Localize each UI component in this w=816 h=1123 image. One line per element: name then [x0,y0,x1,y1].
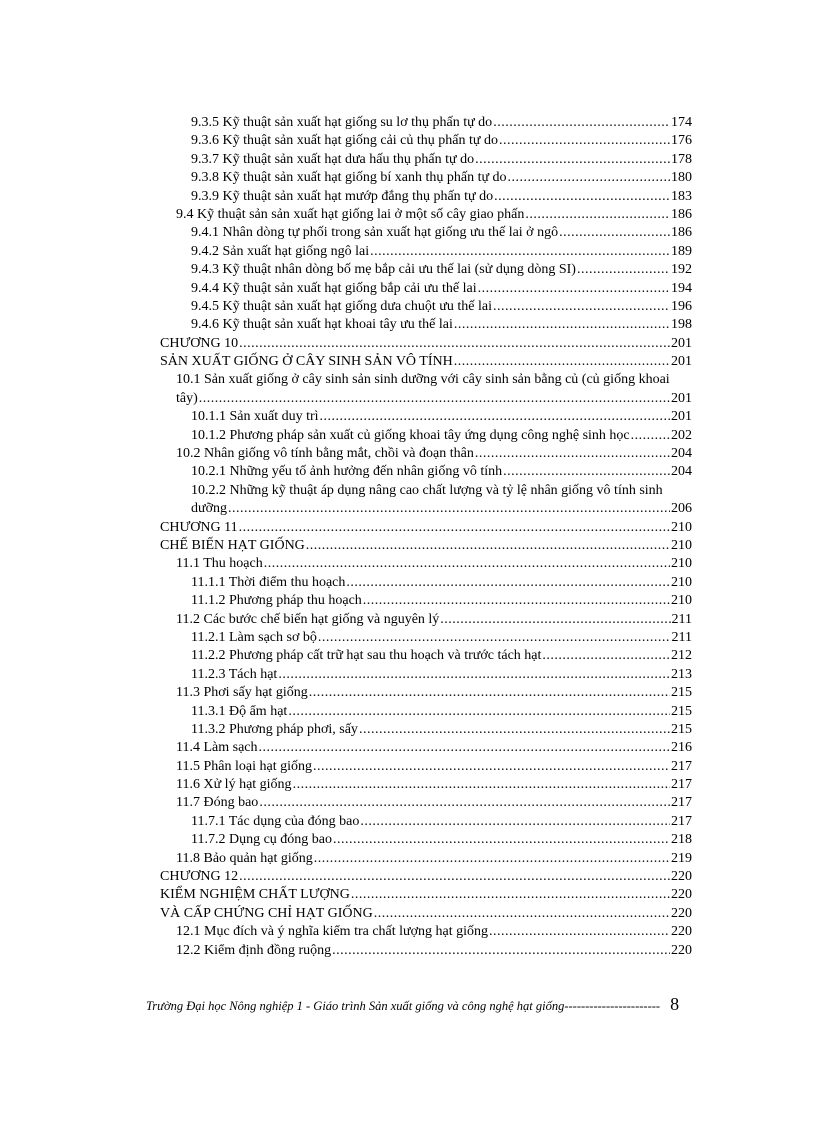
toc-entry-title: 9.4.2 Sản xuất hạt giống ngô lai [191,243,370,259]
toc-entry-title: CHƯƠNG 12 [160,869,239,885]
toc-entry-page: 210 [671,574,692,590]
leader-dots [351,886,670,904]
toc-entry-page: 220 [671,869,692,885]
toc-entry-title: 11.2 Các bước chế biến hạt giống và nguyên lý [176,611,440,627]
leader-dots [346,574,670,592]
toc-entry-title: 11.7.1 Tác dụng của đóng bao [191,813,360,829]
toc-entry-page: 196 [671,298,692,314]
toc-entry-page: 215 [671,703,692,719]
toc-entry-page: 218 [671,832,692,848]
toc-entry-title: KIỂM NGHIỆM CHẤT LƯỢNG [160,887,350,903]
leader-dots [360,813,670,831]
leader-dots [314,850,670,868]
toc-entry[interactable] [160,482,692,519]
toc-entry-title: 9.4.3 Kỹ thuật nhân dòng bố mẹ bắp cải ưu thế lai (sử dụng dòng SI) [191,262,576,278]
toc-entry-title: 11.3 Phơi sấy hạt giống [176,685,308,701]
toc-entry-page: 216 [671,740,692,756]
leader-dots [313,758,670,776]
toc-entry-title: 11.4 Làm sạch [176,740,258,756]
toc-entry-title: CHƯƠNG 11 [160,519,238,535]
toc-entry-page: 210 [671,519,692,535]
toc-entry-page: 186 [671,225,692,241]
toc-entry-page: 186 [671,206,692,222]
leader-dots [309,684,670,702]
leader-dots [239,335,670,353]
leader-dots [508,169,670,187]
toc-entry-page: 220 [671,887,692,903]
toc-entry-title: 9.3.6 Kỹ thuật sản xuất hạt giống cải củ thụ phấn tự do [191,133,498,149]
leader-dots [493,298,670,316]
toc-entry-page: 219 [671,850,692,866]
toc-entry-title: 11.7.2 Dụng cụ đóng bao [191,832,333,848]
toc-entry-title: 11.5 Phân loại hạt giống [176,758,312,774]
toc-entry-page: 220 [671,942,692,958]
leader-dots [332,942,670,960]
toc-entry[interactable] [160,886,692,904]
toc-entry[interactable] [160,555,692,573]
toc-entry[interactable] [160,721,692,739]
toc-entry-title: CHƯƠNG 10 [160,335,239,351]
toc-entry-title: 9.3.9 Kỹ thuật sản xuất hạt mướp đắng thụ phấn tự do [191,188,494,204]
leader-dots [577,261,670,279]
toc-entry-page: 178 [671,151,692,167]
leader-dots [631,427,670,445]
leader-dots [199,390,670,408]
leader-dots [489,923,670,941]
toc-entry-title: 10.2 Nhân giống vô tính bằng mắt, chồi và đoạn thân [176,446,474,462]
toc-entry[interactable] [160,169,692,187]
toc-entry[interactable] [160,243,692,261]
toc-entry-title: 10.2.1 Những yếu tố ảnh hưởng đến nhân giống vô tính [191,464,503,480]
toc-entry-page: 192 [671,262,692,278]
leader-dots [278,666,670,684]
toc-entry-title: 9.4.4 Kỹ thuật sản xuất hạt giống bắp cải ưu thế lai [191,280,477,296]
toc-entry[interactable] [160,776,692,794]
toc-entry-title: 9.3.7 Kỹ thuật sản xuất hạt dưa hấu thụ phấn tự do [191,151,475,167]
toc-entry-title: 9.3.8 Kỹ thuật sản xuất hạt giống bí xanh thụ phấn tự do [191,170,507,186]
toc-entry-title: 12.1 Mục đích và ý nghĩa kiểm tra chất lượng hạt giống [176,924,489,940]
toc-entry-page: 201 [671,335,692,351]
leader-dots [320,408,670,426]
toc-entry-title-cont: tây) [176,390,198,406]
leader-dots [494,188,670,206]
toc-entry[interactable] [160,592,692,610]
leader-dots [542,647,670,665]
leader-dots [503,463,670,481]
toc-entry[interactable] [160,298,692,316]
toc-entry-title: 11.8 Bảo quản hạt giống [176,850,313,866]
toc-entry[interactable] [160,353,692,371]
toc-entry-page: 220 [671,924,692,940]
toc-entry-title: 11.1.2 Phương pháp thu hoạch [191,593,362,609]
toc-entry-page: 210 [671,593,692,609]
leader-dots [454,353,670,371]
leader-dots [499,132,670,150]
toc-entry-title: 11.2.3 Tách hạt [191,666,278,682]
toc-entry-page: 194 [671,280,692,296]
toc-entry-page: 211 [671,611,692,627]
toc-entry-page: 189 [671,243,692,259]
page-number: 8 [670,994,680,1014]
toc-entry[interactable] [160,537,692,555]
toc-entry[interactable] [160,574,692,592]
toc-entry[interactable] [160,813,692,831]
toc-entry-title: SẢN XUẤT GIỐNG Ở CÂY SINH SẢN VÔ TÍNH [160,354,453,370]
toc-entry[interactable] [160,684,692,702]
toc-entry[interactable] [160,114,692,132]
toc-entry-title: VÀ CẤP CHỨNG CHỈ HẠT GIỐNG [160,905,373,921]
toc-entry[interactable] [160,611,692,629]
toc-entry-title: 9.3.5 Kỹ thuật sản xuất hạt giống su lơ thụ phấn tự do [191,115,493,130]
toc-entry-title: 11.2.2 Phương pháp cất trữ hạt sau thu hoạch và trước tách hạt [191,648,542,664]
toc-entry[interactable] [160,831,692,849]
leader-dots [264,555,670,573]
leader-dots [475,445,670,463]
leader-dots [306,537,670,555]
leader-dots [259,794,670,812]
toc-entry-page: 201 [671,409,692,425]
toc-entry-title: 11.2.1 Làm sạch sơ bộ [191,629,317,645]
toc-entry-page: 176 [671,133,692,149]
toc-entry[interactable] [160,206,692,224]
toc-entry-title: 10.1 Sản xuất giống ở cây sinh sản sinh dưỡng với cây sinh sản bằng củ (củ giống khoai [176,372,670,388]
leader-dots [318,629,671,647]
toc-entry[interactable] [160,850,692,868]
toc-entry-title: 10.1.2 Phương pháp sản xuất củ giống khoai tây ứng dụng công nghệ sinh học [191,427,630,443]
toc-entry-page: 210 [671,537,692,553]
leader-dots [454,316,670,334]
leader-dots [239,868,670,886]
toc-entry-title: 11.1 Thu hoạch [176,556,263,572]
toc-entry[interactable] [160,280,692,298]
toc-entry[interactable] [160,188,692,206]
leader-dots [370,243,670,261]
toc-entry-title: CHẾ BIẾN HẠT GIỐNG [160,537,305,553]
toc-entry-page: 212 [671,648,692,664]
leader-dots [493,114,670,132]
toc-entry[interactable] [160,703,692,721]
toc-entry[interactable] [160,151,692,169]
toc-entry-page: 217 [671,777,692,793]
toc-entry-page: 198 [671,317,692,333]
toc-entry[interactable] [160,445,692,463]
toc-entry-title: 9.4.6 Kỹ thuật sản xuất hạt khoai tây ưu thế lai [191,317,453,333]
leader-dots [525,206,670,224]
toc-entry[interactable] [160,629,692,647]
leader-dots [475,151,670,169]
toc-entry[interactable] [160,261,692,279]
toc-entry-page: 217 [671,758,692,774]
leader-dots [228,500,670,518]
toc-entry[interactable] [160,224,692,242]
toc-entry-title: 11.1.1 Thời điểm thu hoạch [191,574,346,590]
toc-entry[interactable] [160,942,692,960]
leader-dots [288,703,670,721]
toc-entry-page: 210 [671,556,692,572]
toc-entry-title: 9.4.5 Kỹ thuật sản xuất hạt giống dưa chuột ưu thế lai [191,298,492,314]
toc-entry-page: 217 [671,813,692,829]
table-of-contents [160,114,692,960]
toc-entry[interactable] [160,923,692,941]
toc-entry-title: 10.1.1 Sản xuất duy trì [191,409,319,425]
toc-entry-title: 10.2.2 Những kỹ thuật áp dụng nâng cao chất lượng và tỷ lệ nhân giống vô tính sinh [191,482,663,498]
toc-entry-page: 201 [671,390,692,406]
toc-entry-title: 11.6 Xử lý hạt giống [176,777,292,793]
toc-entry-page: 215 [671,721,692,737]
toc-entry-title: 9.4.1 Nhân dòng tự phối trong sản xuất hạt giống ưu thế lai ở ngô [191,225,559,241]
leader-dots [559,224,670,242]
toc-entry-title-cont: dưỡng [191,501,227,517]
leader-dots [333,831,670,849]
toc-entry[interactable] [160,408,692,426]
toc-entry-page: 211 [671,629,692,645]
toc-entry-page: 220 [671,905,692,921]
toc-entry[interactable] [160,758,692,776]
leader-dots [478,280,670,298]
toc-entry-page: 183 [671,188,692,204]
toc-entry[interactable] [160,427,692,445]
toc-entry-page: 202 [671,427,692,443]
toc-entry[interactable] [160,739,692,757]
toc-entry-title: 11.3.1 Độ ẩm hạt [191,703,288,719]
leader-dots [374,905,670,923]
footer-text: Trường Đại học Nông nghiệp 1 - Giáo trình Sản xuất giống và công nghệ hạt giống----------------------- [146,999,661,1013]
toc-entry-page: 201 [671,354,692,370]
toc-entry-title: 9.4 Kỹ thuật sản sản xuất hạt giống lai ở một số cây giao phấn [176,206,525,222]
toc-entry-page: 204 [671,446,692,462]
toc-entry[interactable] [160,463,692,481]
toc-entry[interactable] [160,666,692,684]
toc-entry[interactable] [160,647,692,665]
toc-entry[interactable] [160,316,692,334]
toc-entry[interactable] [160,335,692,353]
toc-entry-page: 215 [671,685,692,701]
leader-dots [259,739,670,757]
toc-entry-title: 12.2 Kiểm định đồng ruộng [176,942,332,958]
leader-dots [440,611,670,629]
toc-entry[interactable] [160,868,692,886]
page-footer [146,994,706,1018]
toc-entry-page: 180 [671,170,692,186]
toc-entry[interactable] [160,371,692,408]
toc-entry[interactable] [160,132,692,150]
toc-entry-page: 206 [671,501,692,517]
toc-entry[interactable] [160,794,692,812]
leader-dots [359,721,670,739]
toc-entry-title: 11.3.2 Phương pháp phơi, sấy [191,721,358,737]
toc-entry-page: 174 [671,115,692,130]
toc-entry[interactable] [160,519,692,537]
toc-entry-page: 213 [671,666,692,682]
toc-entry-title: 11.7 Đóng bao [176,795,259,811]
leader-dots [363,592,670,610]
toc-entry[interactable] [160,905,692,923]
toc-entry-page: 217 [671,795,692,811]
leader-dots [239,519,670,537]
leader-dots [293,776,670,794]
toc-entry-page: 204 [671,464,692,480]
